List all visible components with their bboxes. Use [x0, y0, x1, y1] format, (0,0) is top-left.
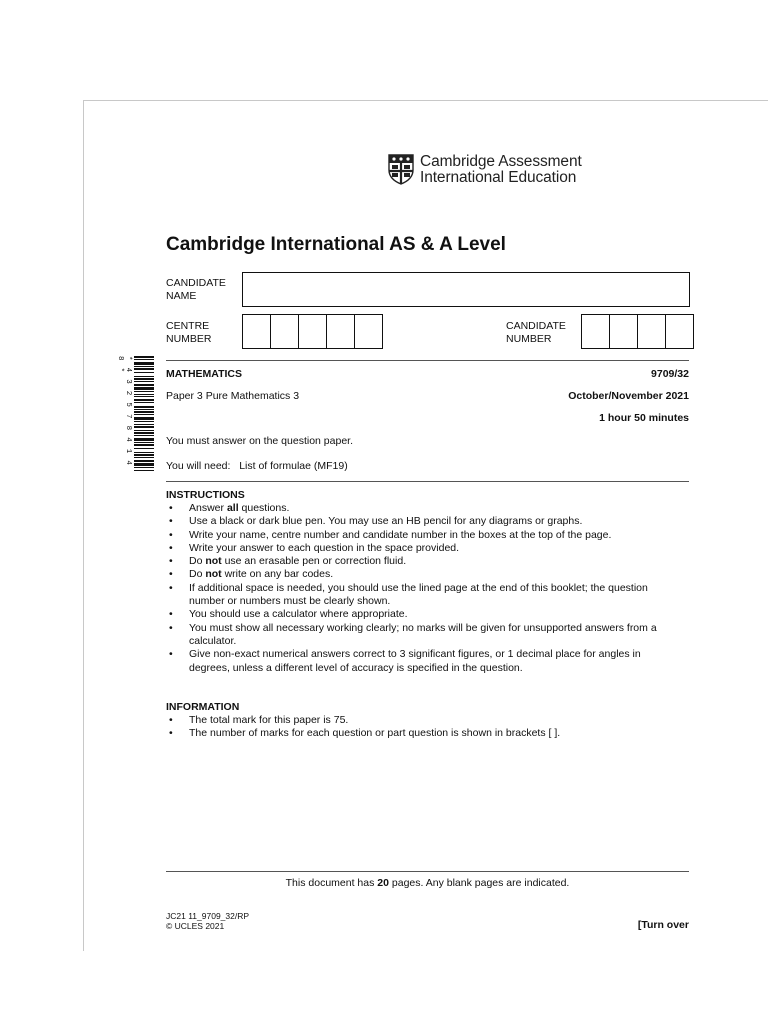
barcode-bar	[134, 438, 154, 441]
instruction-item	[166, 515, 676, 528]
barcode-bar	[134, 430, 154, 431]
centre-number-label-line-1: CENTRE	[166, 320, 210, 332]
instruction-emphasis: not	[205, 568, 222, 581]
barcode-bar	[134, 435, 154, 436]
instruction-text: Do	[189, 568, 206, 581]
barcode-bar	[134, 378, 154, 380]
instructions-heading: INSTRUCTIONS	[166, 489, 245, 501]
list-item: • The total mark for this paper is 75.	[166, 714, 676, 727]
barcode-bar	[134, 384, 154, 386]
barcode-bar	[134, 414, 154, 415]
barcode-digits: * 4 3 2 5 7 8 4 1 4 8 *	[116, 356, 132, 467]
turn-over-label: [Turn over	[637, 919, 689, 931]
barcode	[116, 356, 156, 472]
instruction-item	[166, 622, 676, 649]
instruction-text: Write your answer to each question in the space provided.	[189, 541, 460, 554]
barcode-bar	[134, 442, 154, 443]
centre-number-cell[interactable]	[271, 315, 299, 348]
candidate-number-cell[interactable]	[582, 315, 610, 348]
footer-reference	[166, 911, 249, 931]
page-count-note	[166, 877, 689, 890]
copyright: © UCLES 2021	[166, 921, 225, 931]
candidate-number-label-line-1: CANDIDATE	[506, 320, 566, 332]
subject-name: MATHEMATICS	[166, 368, 243, 380]
barcode-bar	[134, 411, 154, 413]
instruction-text: questions.	[238, 502, 290, 514]
barcode-bar	[134, 406, 154, 408]
exam-duration: 1 hour 50 minutes	[599, 412, 689, 424]
candidate-number-cell[interactable]	[666, 315, 693, 348]
barcode-bar	[134, 362, 154, 365]
barcode-bar	[134, 452, 154, 453]
page-count-pre: This document has	[285, 877, 378, 889]
instruction-text: You must show all necessary working clearly; no marks will be given for unsupported answers from a calculator.	[189, 621, 657, 647]
centre-number-cell[interactable]	[299, 315, 327, 348]
org-name	[420, 154, 582, 186]
barcode-bar	[134, 424, 154, 425]
barcode-bar	[134, 359, 154, 360]
paper-title: Paper 3 Pure Mathematics 3	[166, 390, 300, 402]
barcode-bar	[134, 463, 154, 466]
instruction-text: If additional space is needed, you should use the lined page at the end of this booklet; the question number or numbers must be clearly shown.	[189, 581, 648, 608]
barcode-bar	[134, 409, 154, 410]
instruction-text: use an erasable pen or correction fluid.	[221, 555, 407, 568]
barcode-bar	[134, 376, 154, 377]
materials-value: List of formulae (MF19)	[239, 460, 348, 472]
centre-number-field[interactable]	[242, 314, 383, 349]
instruction-text: Do	[189, 555, 206, 568]
instruction-emphasis: not	[205, 555, 222, 568]
barcode-bar	[134, 467, 154, 468]
list-item: • The number of marks for each question or part question is shown in brackets [ ].	[166, 727, 676, 740]
instructions-list	[166, 502, 676, 675]
barcode-bar	[134, 426, 154, 428]
candidate-number-label-line-2: NUMBER	[506, 333, 552, 345]
instruction-item	[166, 542, 676, 555]
candidate-name-label-line-2: NAME	[166, 290, 197, 302]
instruction-text: You should use a calculator where appropriate.	[189, 608, 408, 621]
reference-code: JC21 11_9709_32/RP	[166, 911, 250, 921]
instruction-text: Answer	[189, 502, 227, 514]
candidate-name-label-line-1: CANDIDATE	[166, 277, 226, 289]
divider	[166, 481, 689, 482]
instruction-text: Use a black or dark blue pen. You may use an HB pencil for any diagrams or graphs.	[189, 515, 583, 528]
exam-cover-page	[83, 100, 768, 951]
centre-number-cell[interactable]	[327, 315, 355, 348]
instruction-text: Write your name, centre number and candidate number in the boxes at the top of the page.	[189, 528, 612, 541]
barcode-bar	[134, 391, 154, 392]
barcode-bar	[134, 356, 154, 358]
barcode-bar	[134, 470, 154, 471]
org-name-line-1: Cambridge Assessment	[420, 153, 582, 170]
candidate-number-label	[506, 320, 566, 346]
barcode-bar	[134, 381, 154, 382]
barcode-bar	[134, 372, 154, 373]
crest-icon	[388, 154, 414, 185]
barcode-bar	[134, 444, 154, 446]
paper-code: 9709/32	[651, 368, 689, 380]
information-heading: INFORMATION	[166, 701, 240, 713]
barcode-bar	[134, 417, 154, 420]
instruction-item	[166, 648, 676, 675]
barcode-bar	[134, 457, 154, 458]
centre-number-cell[interactable]	[243, 315, 271, 348]
barcode-bar	[134, 394, 154, 395]
candidate-name-field[interactable]	[242, 272, 690, 307]
barcode-bar	[134, 421, 154, 422]
answer-note: You must answer on the question paper.	[166, 435, 353, 447]
divider	[166, 360, 689, 361]
candidate-number-field[interactable]	[581, 314, 694, 349]
instruction-item	[166, 608, 676, 621]
materials-needed	[166, 460, 348, 473]
exam-session: October/November 2021	[568, 390, 689, 402]
materials-label: You will need:	[166, 460, 231, 472]
barcode-bar	[134, 366, 154, 367]
qualification-title: Cambridge International AS & A Level	[166, 234, 506, 255]
information-list	[166, 714, 676, 741]
page-count-post: pages. Any blank pages are indicated.	[388, 877, 570, 889]
barcode-bar	[134, 396, 154, 397]
instruction-text: write on any bar codes.	[221, 568, 334, 581]
org-name-line-2: International Education	[420, 169, 577, 186]
barcode-bar	[134, 368, 154, 370]
instruction-item	[166, 568, 676, 581]
divider	[166, 871, 689, 872]
centre-number-cell[interactable]	[355, 315, 382, 348]
centre-number-label	[166, 320, 212, 346]
barcode-bar	[134, 399, 154, 401]
instruction-text: Give non-exact numerical answers correct to 3 significant figures, or 1 decimal place for angles in degrees, unless a different level of accuracy is specified in the question.	[189, 648, 641, 674]
instruction-item	[166, 502, 676, 515]
barcode-bar	[134, 402, 154, 403]
centre-number-label-line-2: NUMBER	[166, 333, 212, 345]
candidate-number-cell[interactable]	[638, 315, 666, 348]
candidate-number-cell[interactable]	[610, 315, 638, 348]
candidate-name-label	[166, 277, 226, 303]
instruction-item	[166, 582, 676, 609]
org-logo	[388, 154, 582, 188]
instruction-item	[166, 529, 676, 542]
barcode-bar	[134, 387, 154, 390]
barcode-bar	[134, 460, 154, 462]
barcode-bars	[134, 356, 154, 472]
barcode-bar	[134, 454, 154, 456]
barcode-bar	[134, 448, 154, 449]
instruction-emphasis: all	[226, 502, 239, 514]
barcode-bar	[134, 432, 154, 434]
page-count-number: 20	[377, 877, 389, 889]
instruction-item	[166, 555, 676, 568]
